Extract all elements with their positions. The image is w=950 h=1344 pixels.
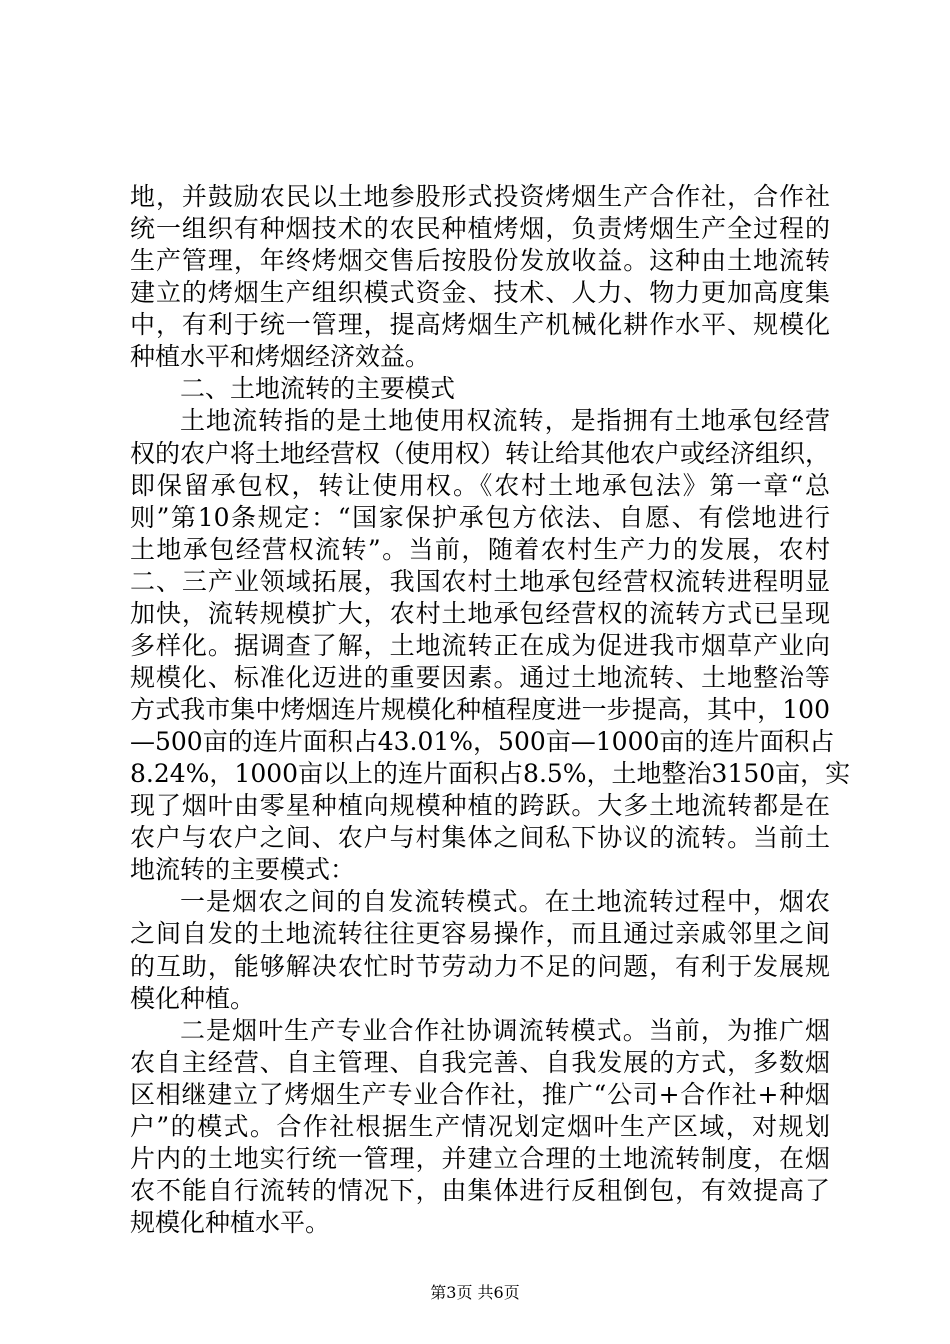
- text-line: 农户与农户之间、农户与村集体之间私下协议的流转。当前土: [130, 823, 830, 852]
- text-line: 种植水平和烤烟经济效益。: [130, 342, 431, 371]
- text-line: 规模化种植水平。: [130, 1208, 331, 1237]
- text-line: 中，有利于统一管理，提高烤烟生产机械化耕作水平、规模化: [130, 310, 830, 339]
- text-line: 户”的模式。合作社根据生产情况划定烟叶生产区域，对规划: [130, 1112, 830, 1141]
- text-line: 则”第10条规定：“国家保护承包方依法、自愿、有偿地进行: [130, 503, 830, 532]
- text-line: —500亩的连片面积占43.01%，500亩—1000亩的连片面积占: [130, 727, 835, 756]
- text-line: 建立的烤烟生产组织模式资金、技术、人力、物力更加高度集: [130, 278, 830, 307]
- text-line: 地流转的主要模式：: [130, 855, 356, 884]
- text-line: 土地承包经营权流转”。当前，随着农村生产力的发展，农村: [130, 535, 830, 564]
- text-line: 8.24%，1000亩以上的连片面积占8.5%，土地整治3150亩，实: [130, 759, 851, 788]
- section-heading: 二、土地流转的主要模式: [180, 374, 456, 403]
- text-line: 片内的土地实行统一管理，并建立合理的土地流转制度，在烟: [130, 1144, 830, 1173]
- text-line: 区相继建立了烤烟生产专业合作社，推广“公司+合作社+种烟: [130, 1080, 830, 1109]
- text-line: 二是烟叶生产专业合作社协调流转模式。当前，为推广烟: [180, 1016, 830, 1045]
- text-line: 多样化。据调查了解，土地流转正在成为促进我市烟草产业向: [130, 631, 830, 660]
- text-line: 模化种植。: [130, 984, 256, 1013]
- text-line: 现了烟叶由零星种植向规模种植的跨跃。大多土地流转都是在: [130, 791, 830, 820]
- text-line: 二、三产业领域拓展，我国农村土地承包经营权流转进程明显: [130, 567, 830, 596]
- text-line: 农自主经营、自主管理、自我完善、自我发展的方式，多数烟: [130, 1048, 830, 1077]
- text-line: 生产管理，年终烤烟交售后按股份发放收益。这种由土地流转: [130, 246, 830, 275]
- text-line: 加快，流转规模扩大，农村土地承包经营权的流转方式已呈现: [130, 599, 830, 628]
- text-line: 权的农户将土地经营权（使用权）转让给其他农户或经济组织，: [130, 439, 831, 468]
- page-footer: 第3页 共6页: [430, 1283, 520, 1302]
- text-line: 地，并鼓励农民以土地参股形式投资烤烟生产合作社，合作社: [130, 182, 830, 211]
- text-line: 统一组织有种烟技术的农民种植烤烟，负责烤烟生产全过程的: [130, 214, 830, 243]
- text-line: 方式我市集中烤烟连片规模化种植程度进一步提高，其中，100: [130, 695, 830, 724]
- text-line: 即保留承包权，转让使用权。《农村土地承包法》第一章“总: [130, 471, 830, 500]
- text-line: 之间自发的土地流转往往更容易操作，而且通过亲戚邻里之间: [130, 919, 830, 948]
- text-line: 的互助，能够解决农忙时节劳动力不足的问题，有利于发展规: [130, 952, 830, 981]
- text-line: 一是烟农之间的自发流转模式。在土地流转过程中，烟农: [180, 887, 830, 916]
- text-line: 规模化、标准化迈进的重要因素。通过土地流转、土地整治等: [130, 663, 830, 692]
- text-line: 土地流转指的是土地使用权流转，是指拥有土地承包经营: [180, 406, 830, 435]
- text-line: 农不能自行流转的情况下，由集体进行反租倒包，有效提高了: [130, 1176, 830, 1205]
